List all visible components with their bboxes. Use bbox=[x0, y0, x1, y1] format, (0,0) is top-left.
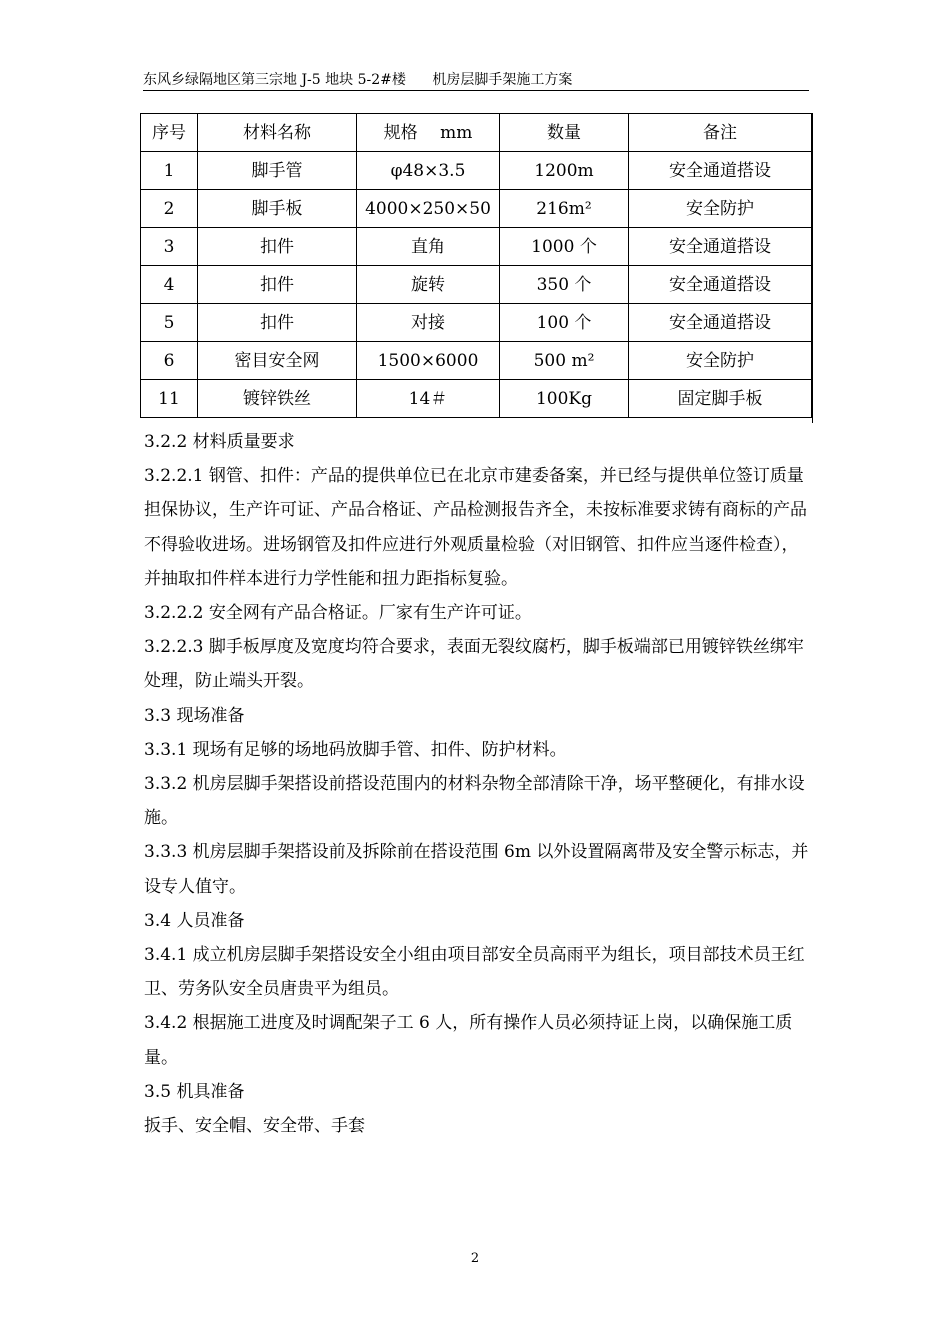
table-cell: 6 bbox=[141, 342, 198, 380]
table-cell: 扣件 bbox=[198, 228, 357, 266]
col-header-remark: 备注 bbox=[629, 114, 812, 152]
table-cell: 350 个 bbox=[500, 266, 629, 304]
table-cell: 直角 bbox=[357, 228, 500, 266]
table-cell: 安全防护 bbox=[629, 190, 812, 228]
section-heading: 3.2.2 材料质量要求 bbox=[144, 432, 295, 452]
section-heading: 3.4 人员准备 bbox=[144, 910, 245, 931]
table-cell: 500 m² bbox=[500, 342, 629, 380]
table-cell: 11 bbox=[141, 380, 198, 418]
paragraph: 3.4.2 根据施工进度及时调配架子工 6 人，所有操作人员必须持证上岗，以确保施工质量。 bbox=[144, 1013, 793, 1068]
paragraph: 3.3.2 机房层脚手架搭设前搭设范围内的材料杂物全部清除干净，场平整硬化，有排水设施。 bbox=[144, 774, 805, 829]
table-row bbox=[141, 266, 812, 304]
table-cell: 安全通道搭设 bbox=[629, 228, 812, 266]
table-cell: 脚手管 bbox=[198, 152, 357, 190]
section-heading: 3.3 现场准备 bbox=[144, 705, 245, 726]
table-row bbox=[141, 228, 812, 266]
table-cell: 镀锌铁丝 bbox=[198, 380, 357, 418]
col-header-quantity: 数量 bbox=[500, 114, 629, 152]
table-cell: 安全防护 bbox=[629, 342, 812, 380]
table-cell: 216m² bbox=[500, 190, 629, 228]
table-cell: 扣件 bbox=[198, 266, 357, 304]
table-row bbox=[141, 304, 812, 342]
table-cell: 1200m bbox=[500, 152, 629, 190]
page-header bbox=[143, 70, 809, 91]
table-header-row bbox=[141, 114, 812, 152]
header-document-title: 机房层脚手架施工方案 bbox=[432, 72, 573, 88]
table-outer-border-line bbox=[812, 113, 813, 423]
table-cell: 扣件 bbox=[198, 304, 357, 342]
table-cell: 固定脚手板 bbox=[629, 380, 812, 418]
page-number: 2 bbox=[470, 1251, 480, 1266]
section-heading: 3.5 机具准备 bbox=[144, 1081, 245, 1102]
table-cell: 1 bbox=[141, 152, 198, 190]
paragraph: 3.4.1 成立机房层脚手架搭设安全小组由项目部安全员高雨平为组长，项目部技术员王红卫、劳务队安全员唐贵平为组员。 bbox=[144, 945, 805, 1000]
table-cell: 5 bbox=[141, 304, 198, 342]
table-row bbox=[141, 152, 812, 190]
document-body bbox=[144, 425, 810, 1143]
header-project-name: 东风乡绿隔地区第三宗地 J-5 地块 5-2#楼 bbox=[143, 72, 406, 88]
paragraph: 3.2.2.2 安全网有产品合格证。厂家有生产许可证。 bbox=[144, 603, 532, 624]
table-cell: 4000×250×50 bbox=[357, 190, 500, 228]
table-cell: 脚手板 bbox=[198, 190, 357, 228]
table-cell: 对接 bbox=[357, 304, 500, 342]
table-cell: 100Kg bbox=[500, 380, 629, 418]
table-cell: 3 bbox=[141, 228, 198, 266]
table-row bbox=[141, 380, 812, 418]
table-row bbox=[141, 190, 812, 228]
table-cell: 安全通道搭设 bbox=[629, 266, 812, 304]
table-cell: 密目安全网 bbox=[198, 342, 357, 380]
table-cell: 14＃ bbox=[357, 380, 500, 418]
table-cell: φ48×3.5 bbox=[357, 152, 500, 190]
paragraph: 扳手、安全帽、安全带、手套 bbox=[144, 1116, 365, 1137]
table-cell: 安全通道搭设 bbox=[629, 152, 812, 190]
table-cell: 旋转 bbox=[357, 266, 500, 304]
col-header-spec: 规格 mm bbox=[357, 114, 500, 152]
table-cell: 4 bbox=[141, 266, 198, 304]
table-cell: 安全通道搭设 bbox=[629, 304, 812, 342]
table-cell: 2 bbox=[141, 190, 198, 228]
col-header-no: 序号 bbox=[141, 114, 198, 152]
materials-table bbox=[140, 113, 812, 418]
paragraph: 3.2.2.1 钢管、扣件：产品的提供单位已在北京市建委备案，并已经与提供单位签订质量担保协议，生产许可证、产品合格证、产品检测报告齐全，未按标准要求铸有商标的产品不得验收进场。进场钢管及扣件应进行外观质量检验（对旧钢管、扣件应当逐件检查），并抽取扣件样本进行力学性能和扭力距指标复验。 bbox=[144, 466, 807, 589]
paragraph: 3.2.2.3 脚手板厚度及宽度均符合要求，表面无裂纹腐朽，脚手板端部已用镀锌铁丝绑牢处理，防止端头开裂。 bbox=[144, 637, 804, 692]
table-row bbox=[141, 342, 812, 380]
paragraph: 3.3.1 现场有足够的场地码放脚手管、扣件、防护材料。 bbox=[144, 739, 567, 760]
col-header-material: 材料名称 bbox=[198, 114, 357, 152]
table-cell: 1000 个 bbox=[500, 228, 629, 266]
table-cell: 100 个 bbox=[500, 304, 629, 342]
table-cell: 1500×6000 bbox=[357, 342, 500, 380]
paragraph: 3.3.3 机房层脚手架搭设前及拆除前在搭设范围 6m 以外设置隔离带及安全警示标志，并设专人值守。 bbox=[144, 842, 809, 897]
